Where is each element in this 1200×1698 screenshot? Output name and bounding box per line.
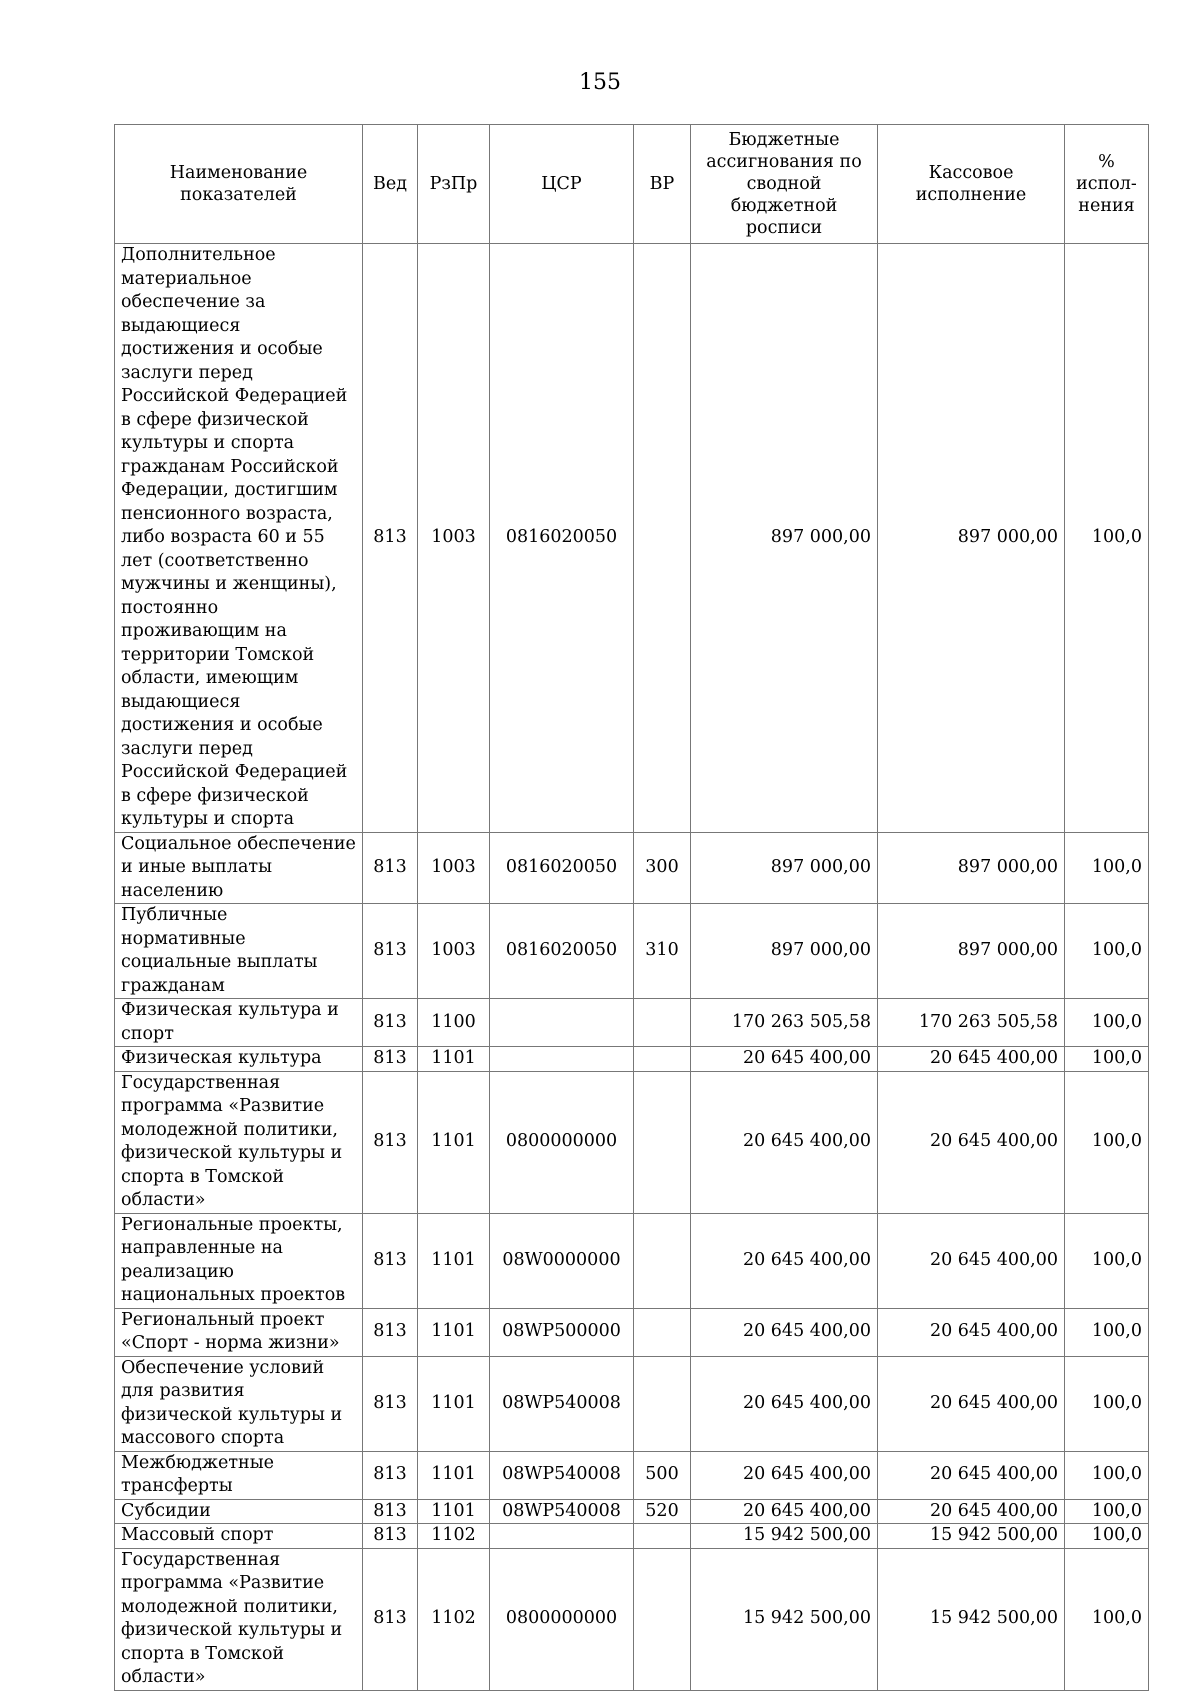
cell-rzpr: 1003 xyxy=(418,832,490,904)
cell-name: Физическая культура и спорт xyxy=(115,999,363,1047)
cell-pct: 100,0 xyxy=(1065,1213,1149,1308)
cell-budget: 15 942 500,00 xyxy=(691,1548,878,1690)
cell-ved: 813 xyxy=(363,244,418,833)
cell-vr: 500 xyxy=(634,1451,691,1499)
cell-cash: 20 645 400,00 xyxy=(878,1308,1065,1356)
cell-pct: 100,0 xyxy=(1065,1524,1149,1549)
cell-csr: 0816020050 xyxy=(490,244,634,833)
cell-cash: 20 645 400,00 xyxy=(878,1213,1065,1308)
cell-cash: 897 000,00 xyxy=(878,244,1065,833)
table-row xyxy=(115,1499,1149,1524)
table-row xyxy=(115,1548,1149,1690)
cell-csr: 08WP540008 xyxy=(490,1451,634,1499)
cell-ved: 813 xyxy=(363,1071,418,1213)
table-row xyxy=(115,1308,1149,1356)
cell-ved: 813 xyxy=(363,1356,418,1451)
cell-rzpr: 1101 xyxy=(418,1499,490,1524)
table-row xyxy=(115,1451,1149,1499)
cell-name: Региональный проект «Спорт - норма жизни» xyxy=(115,1308,363,1356)
cell-budget: 20 645 400,00 xyxy=(691,1499,878,1524)
cell-name: Дополнительное материальное обеспечение за выдающиеся достижения и особые заслуги перед Российской Федерацией в сфере физической культуры и спорта гражданам Российской Федерации, достигшим пенсионного возраста, либо возраста 60 и 55 лет (соответственно мужчины и женщины), постоянно проживающим на территории Томской области, имеющим выдающиеся достижения и особые заслуги перед Российской Федерацией в сфере физической культуры и спорта xyxy=(115,244,363,833)
cell-csr: 08W0000000 xyxy=(490,1213,634,1308)
cell-ved: 813 xyxy=(363,904,418,999)
cell-budget: 20 645 400,00 xyxy=(691,1047,878,1072)
cell-ved: 813 xyxy=(363,1213,418,1308)
cell-ved: 813 xyxy=(363,1047,418,1072)
cell-name: Региональные проекты, направленные на реализацию национальных проектов xyxy=(115,1213,363,1308)
cell-rzpr: 1101 xyxy=(418,1451,490,1499)
cell-pct: 100,0 xyxy=(1065,1451,1149,1499)
cell-csr: 0800000000 xyxy=(490,1548,634,1690)
cell-ved: 813 xyxy=(363,1524,418,1549)
cell-budget: 20 645 400,00 xyxy=(691,1308,878,1356)
cell-csr xyxy=(490,999,634,1047)
cell-rzpr: 1100 xyxy=(418,999,490,1047)
cell-vr: 300 xyxy=(634,832,691,904)
cell-rzpr: 1003 xyxy=(418,904,490,999)
cell-pct: 100,0 xyxy=(1065,1356,1149,1451)
table-row xyxy=(115,1213,1149,1308)
cell-vr: 520 xyxy=(634,1499,691,1524)
cell-budget: 897 000,00 xyxy=(691,832,878,904)
cell-cash: 20 645 400,00 xyxy=(878,1047,1065,1072)
cell-ved: 813 xyxy=(363,1451,418,1499)
table-row xyxy=(115,999,1149,1047)
cell-csr xyxy=(490,1524,634,1549)
cell-cash: 20 645 400,00 xyxy=(878,1356,1065,1451)
cell-rzpr: 1101 xyxy=(418,1047,490,1072)
cell-cash: 20 645 400,00 xyxy=(878,1451,1065,1499)
cell-name: Физическая культура xyxy=(115,1047,363,1072)
cell-vr: 310 xyxy=(634,904,691,999)
cell-name: Государственная программа «Развитие молодежной политики, физической культуры и спорта в Томской области» xyxy=(115,1071,363,1213)
cell-pct: 100,0 xyxy=(1065,1499,1149,1524)
header-pct: % испол-нения xyxy=(1065,125,1149,244)
cell-vr xyxy=(634,1308,691,1356)
cell-name: Социальное обеспечение и иные выплаты населению xyxy=(115,832,363,904)
cell-name: Государственная программа «Развитие молодежной политики, физической культуры и спорта в Томской области» xyxy=(115,1548,363,1690)
cell-vr xyxy=(634,1524,691,1549)
cell-name: Обеспечение условий для развития физической культуры и массового спорта xyxy=(115,1356,363,1451)
cell-pct: 100,0 xyxy=(1065,1071,1149,1213)
cell-ved: 813 xyxy=(363,999,418,1047)
cell-rzpr: 1101 xyxy=(418,1356,490,1451)
cell-vr xyxy=(634,1548,691,1690)
cell-csr: 0800000000 xyxy=(490,1071,634,1213)
cell-vr xyxy=(634,1047,691,1072)
cell-cash: 20 645 400,00 xyxy=(878,1071,1065,1213)
header-budget: Бюджетные ассигнования по сводной бюджетной росписи xyxy=(691,125,878,244)
budget-table xyxy=(114,124,1149,1691)
table-row xyxy=(115,1071,1149,1213)
cell-budget: 20 645 400,00 xyxy=(691,1451,878,1499)
cell-rzpr: 1102 xyxy=(418,1524,490,1549)
cell-cash: 20 645 400,00 xyxy=(878,1499,1065,1524)
table-row xyxy=(115,832,1149,904)
cell-cash: 897 000,00 xyxy=(878,904,1065,999)
cell-csr: 08WP540008 xyxy=(490,1499,634,1524)
cell-csr: 0816020050 xyxy=(490,832,634,904)
header-name: Наименование показателей xyxy=(115,125,363,244)
cell-ved: 813 xyxy=(363,832,418,904)
table-row xyxy=(115,1047,1149,1072)
header-vr: ВР xyxy=(634,125,691,244)
cell-vr xyxy=(634,244,691,833)
cell-vr xyxy=(634,1213,691,1308)
cell-name: Субсидии xyxy=(115,1499,363,1524)
cell-vr xyxy=(634,999,691,1047)
cell-vr xyxy=(634,1071,691,1213)
header-rzpr: РзПр xyxy=(418,125,490,244)
cell-name: Межбюджетные трансферты xyxy=(115,1451,363,1499)
cell-pct: 100,0 xyxy=(1065,1047,1149,1072)
cell-csr: 08WP500000 xyxy=(490,1308,634,1356)
cell-rzpr: 1101 xyxy=(418,1308,490,1356)
cell-budget: 20 645 400,00 xyxy=(691,1071,878,1213)
cell-ved: 813 xyxy=(363,1308,418,1356)
table-header-row xyxy=(115,125,1149,244)
cell-csr: 0816020050 xyxy=(490,904,634,999)
cell-cash: 15 942 500,00 xyxy=(878,1524,1065,1549)
cell-rzpr: 1101 xyxy=(418,1213,490,1308)
cell-rzpr: 1003 xyxy=(418,244,490,833)
cell-pct: 100,0 xyxy=(1065,1548,1149,1690)
table-row xyxy=(115,1524,1149,1549)
cell-ved: 813 xyxy=(363,1548,418,1690)
cell-rzpr: 1101 xyxy=(418,1071,490,1213)
cell-budget: 15 942 500,00 xyxy=(691,1524,878,1549)
cell-pct: 100,0 xyxy=(1065,1308,1149,1356)
cell-name: Массовый спорт xyxy=(115,1524,363,1549)
table-row xyxy=(115,904,1149,999)
cell-budget: 897 000,00 xyxy=(691,904,878,999)
cell-budget: 20 645 400,00 xyxy=(691,1213,878,1308)
cell-ved: 813 xyxy=(363,1499,418,1524)
cell-rzpr: 1102 xyxy=(418,1548,490,1690)
cell-name: Публичные нормативные социальные выплаты гражданам xyxy=(115,904,363,999)
cell-cash: 897 000,00 xyxy=(878,832,1065,904)
header-csr: ЦСР xyxy=(490,125,634,244)
cell-cash: 15 942 500,00 xyxy=(878,1548,1065,1690)
cell-budget: 20 645 400,00 xyxy=(691,1356,878,1451)
cell-pct: 100,0 xyxy=(1065,244,1149,833)
cell-budget: 170 263 505,58 xyxy=(691,999,878,1047)
cell-cash: 170 263 505,58 xyxy=(878,999,1065,1047)
cell-csr: 08WP540008 xyxy=(490,1356,634,1451)
page-number: 155 xyxy=(579,70,621,95)
cell-pct: 100,0 xyxy=(1065,999,1149,1047)
table-row xyxy=(115,244,1149,833)
cell-csr xyxy=(490,1047,634,1072)
table-row xyxy=(115,1356,1149,1451)
cell-pct: 100,0 xyxy=(1065,904,1149,999)
header-ved: Вед xyxy=(363,125,418,244)
cell-pct: 100,0 xyxy=(1065,832,1149,904)
header-cash: Кассовое исполнение xyxy=(878,125,1065,244)
cell-vr xyxy=(634,1356,691,1451)
cell-budget: 897 000,00 xyxy=(691,244,878,833)
